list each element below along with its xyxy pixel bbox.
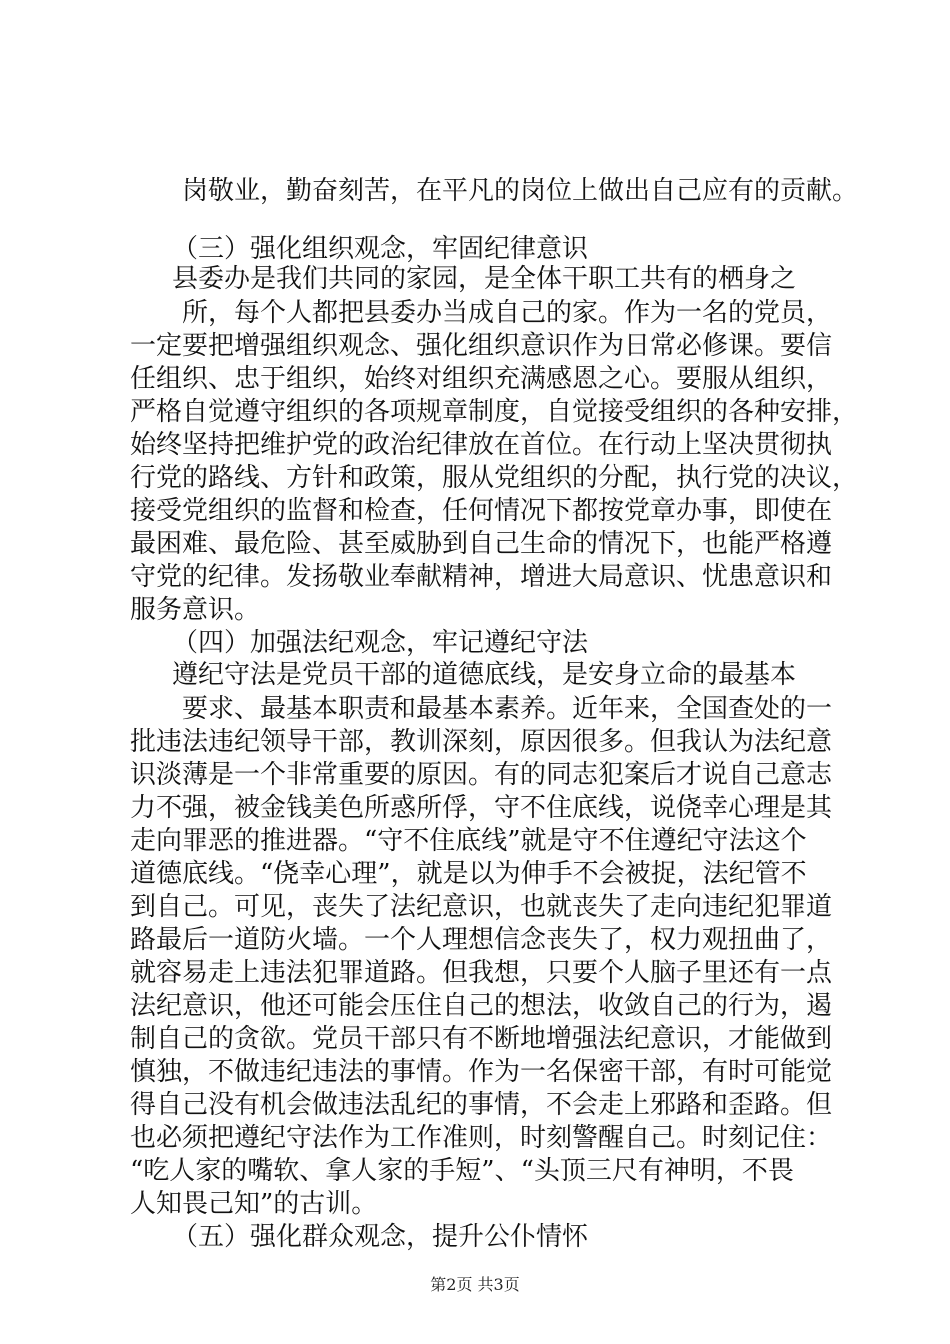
section-heading: （三）强化组织观念，牢固纪律意识 bbox=[172, 234, 589, 264]
text-line: 县委办是我们共同的家园，是全体干职工共有的栖身之 bbox=[172, 264, 797, 294]
text-line: 批违法违纪领导干部，教训深刻，原因很多。但我认为法纪意 bbox=[130, 727, 833, 757]
text-line: 行党的路线、方针和政策，服从党组织的分配，执行党的决议， bbox=[130, 463, 859, 493]
text-line: 守党的纪律。发扬敬业奉献精神，增进大局意识、忧患意识和 bbox=[130, 562, 833, 592]
text-line: 始终坚持把维护党的政治纪律放在首位。在行动上坚决贯彻执 bbox=[130, 430, 833, 460]
text-line: 所，每个人都把县委办当成自己的家。作为一名的党员， bbox=[182, 298, 833, 328]
text-line: 识淡薄是一个非常重要的原因。有的同志犯案后才说自己意志 bbox=[130, 760, 833, 790]
text-line: 制自己的贪欲。党员干部只有不断地增强法纪意识，才能做到 bbox=[130, 1024, 833, 1054]
text-line: 一定要把增强组织观念、强化组织意识作为日常必修课。要信 bbox=[130, 331, 833, 361]
text-line: 道德底线。“侥幸心理”，就是以为伸手不会被捉，法纪管不 bbox=[130, 859, 807, 889]
text-line: 任组织、忠于组织，始终对组织充满感恩之心。要服从组织， bbox=[130, 364, 833, 394]
text-line: 走向罪恶的推进器。“守不住底线”就是守不住遵纪守法这个 bbox=[130, 826, 807, 856]
text-line: 服务意识。 bbox=[130, 595, 261, 625]
text-line: 最困难、最危险、甚至威胁到自己生命的情况下，也能严格遵 bbox=[130, 529, 833, 559]
text-line: 到自己。可见，丧失了法纪意识，也就丧失了走向违纪犯罪道 bbox=[130, 892, 833, 922]
text-line: 接受党组织的监督和检查，任何情况下都按党章办事，即使在 bbox=[130, 496, 833, 526]
text-line: 也必须把遵纪守法作为工作准则，时刻警醒自己。时刻记住： bbox=[130, 1123, 833, 1153]
text-line: 严格自觉遵守组织的各项规章制度，自觉接受组织的各种安排， bbox=[130, 397, 859, 427]
section-heading: （四）加强法纪观念，牢记遵纪守法 bbox=[172, 628, 589, 658]
page-footer: 第2页 共3页 bbox=[430, 1275, 520, 1294]
text-line: 力不强，被金钱美色所惑所俘，守不住底线，说侥幸心理是其 bbox=[130, 793, 833, 823]
text-line: 岗敬业，勤奋刻苦，在平凡的岗位上做出自己应有的贡献。 bbox=[182, 176, 859, 206]
text-line: 就容易走上违法犯罪道路。但我想，只要个人脑子里还有一点 bbox=[130, 958, 833, 988]
section-heading: （五）强化群众观念，提升公仆情怀 bbox=[172, 1222, 589, 1252]
text-line: 要求、最基本职责和最基本素养。近年来，全国查处的一 bbox=[182, 694, 833, 724]
text-line: 人知畏己知”的古训。 bbox=[130, 1189, 378, 1219]
text-line: 法纪意识，他还可能会压住自己的想法，收敛自己的行为，遏 bbox=[130, 991, 833, 1021]
text-line: 路最后一道防火墙。一个人理想信念丧失了，权力观扭曲了， bbox=[130, 925, 833, 955]
text-line: 遵纪守法是党员干部的道德底线，是安身立命的最基本 bbox=[172, 660, 797, 690]
text-line: “吃人家的嘴软、拿人家的手短”、“头顶三尺有神明，不畏 bbox=[130, 1156, 794, 1186]
text-line: 慎独，不做违纪违法的事情。作为一名保密干部，有时可能觉 bbox=[130, 1057, 833, 1087]
text-line: 得自己没有机会做违法乱纪的事情，不会走上邪路和歪路。但 bbox=[130, 1090, 833, 1120]
